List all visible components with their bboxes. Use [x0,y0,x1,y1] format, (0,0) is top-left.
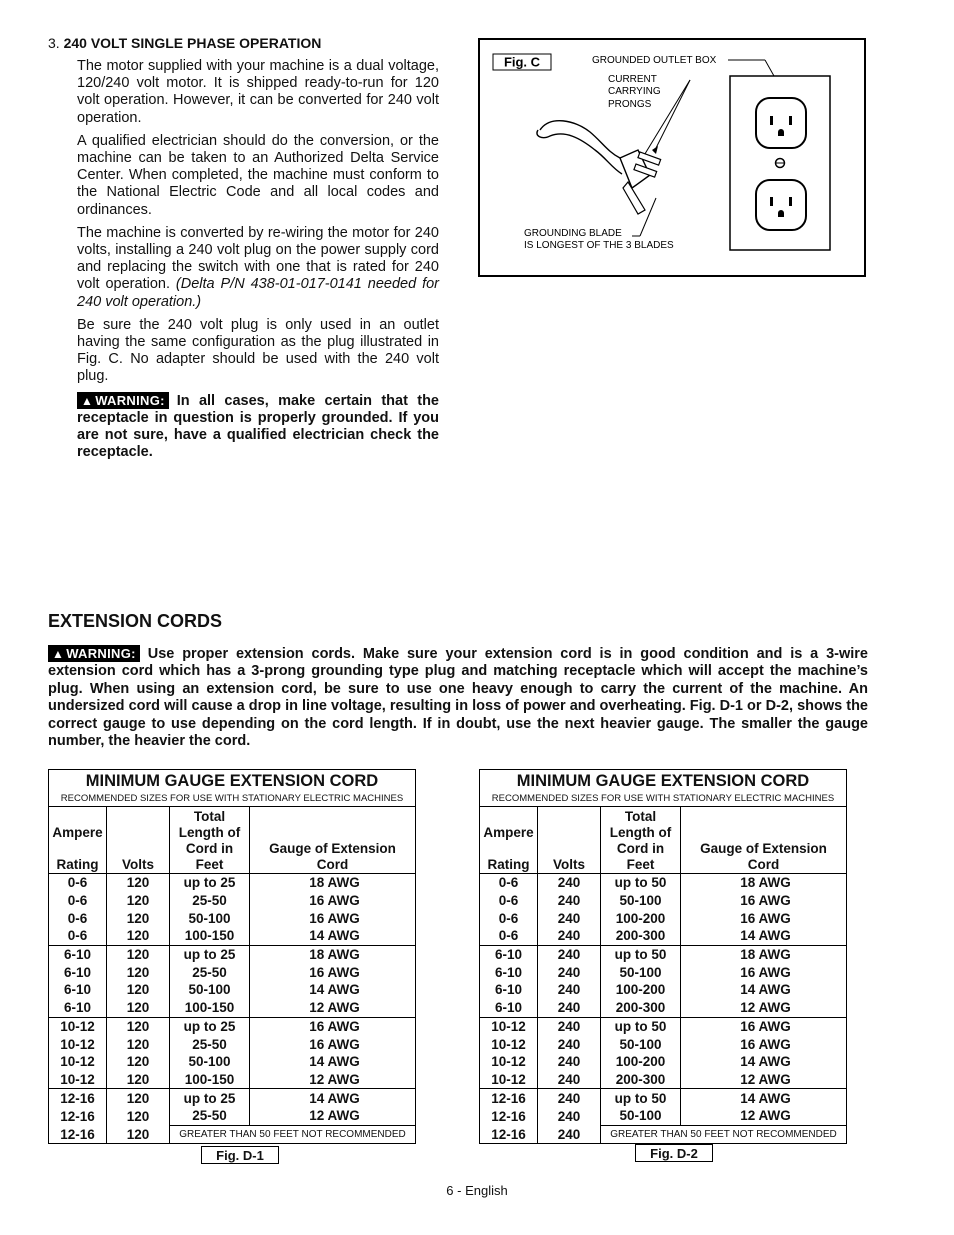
paragraph-3-main: The machine is converted by re-wiring the motor for 240 volts, installing a 240 volt plug on the power supply cord and replacing the switch with one that is rated for 240 volt operation. [77,224,439,293]
table-cell: 120 [107,981,170,999]
table-cell: 18 AWG [250,945,416,963]
table-title: MINIMUM GAUGE EXTENSION CORD [480,770,847,793]
warning-label: WARNING: [66,646,136,661]
table-cell: 240 [538,927,601,945]
table-cell: 50-100 [601,1035,681,1053]
col-header-volts: Volts [107,807,170,874]
table-row [480,981,847,999]
table-title: MINIMUM GAUGE EXTENSION CORD [49,770,416,793]
table-row [480,945,847,963]
table-cell: 200-300 [601,1071,681,1089]
table-cell: 14 AWG [681,981,847,999]
table-cell: 120 [107,927,170,945]
table-cell: 12 AWG [681,1071,847,1089]
plug-outlet-illustration [480,40,864,275]
warning-label: WARNING: [95,392,165,408]
label-grounding-2: IS LONGEST OF THE 3 BLADES [524,240,674,251]
table-cell: 10-12 [49,1071,107,1089]
table-cell: 12-16 [49,1089,107,1107]
table-cell: 120 [107,1089,170,1107]
gauge-table-240v [479,769,847,1144]
table-cell: up to 50 [601,1089,681,1107]
table-cell: 25-50 [170,963,250,981]
table-cell: 10-12 [480,1017,538,1035]
table-cell: 50-100 [601,892,681,910]
table-row [49,1053,416,1071]
table-cell: 120 [107,963,170,981]
warning-badge [77,392,169,409]
table-row [49,1017,416,1035]
table-cell: 10-12 [480,1035,538,1053]
table-cell: 16 AWG [250,892,416,910]
table-cell: 10-12 [480,1053,538,1071]
table-cell: 12 AWG [681,1107,847,1125]
table-cell: up to 25 [170,945,250,963]
table-cell: 12 AWG [250,1107,416,1125]
table-cell: 240 [538,963,601,981]
table-row [49,945,416,963]
warning-triangle-icon: ▲ [81,393,94,408]
table-cell: 16 AWG [250,1017,416,1035]
warning-badge [48,645,140,662]
table-subtitle: RECOMMENDED SIZES FOR USE WITH STATIONARY ELECTRIC MACHINES [49,792,416,807]
table-cell: 0-6 [49,874,107,892]
table-cell: 12-16 [480,1107,538,1125]
table-cell: 240 [538,1089,601,1107]
table-cell: 120 [107,874,170,892]
table-cell: 25-50 [170,1035,250,1053]
table-row [480,1089,847,1107]
table-cell: 14 AWG [250,981,416,999]
table-cell: 12 AWG [250,999,416,1017]
table-cell: 200-300 [601,927,681,945]
col-header-length: Total Length of Cord in Feet [601,807,681,874]
section-number: 3. [48,35,60,51]
table-cell: up to 25 [170,1017,250,1035]
table-cell: 120 [107,1125,170,1144]
table-cell: 16 AWG [250,963,416,981]
fig-d2-label: Fig. D-2 [635,1144,713,1162]
table-cell: 25-50 [170,1107,250,1125]
table-cell: 12 AWG [250,1071,416,1089]
table-cell: 240 [538,981,601,999]
table-cell: 12-16 [480,1125,538,1144]
table-cell: 6-10 [49,945,107,963]
table-cell: 100-150 [170,927,250,945]
table-cell: 0-6 [49,927,107,945]
table-cell: 14 AWG [250,1089,416,1107]
table-cell: 16 AWG [681,963,847,981]
table-cell: 10-12 [480,1071,538,1089]
table-row [49,1089,416,1107]
table-note: GREATER THAN 50 FEET NOT RECOMMENDED [601,1125,847,1144]
table-cell: 16 AWG [681,1035,847,1053]
warning-triangle-icon: ▲ [52,647,65,661]
table-cell: 240 [538,1107,601,1125]
table-cell: up to 25 [170,874,250,892]
extension-warning [48,645,868,750]
paragraph-3-part-number: (Delta P/N 438-01-017-0141 needed for 240 volt operation.) [77,276,439,310]
warning-text: In all cases, make certain that the receptacle in question is properly grounded. If you are not sure, have a qualified electrician check the receptacle. [77,392,439,461]
table-cell: 0-6 [480,927,538,945]
table-cell: 240 [538,874,601,892]
table-row [49,981,416,999]
table-subtitle: RECOMMENDED SIZES FOR USE WITH STATIONARY ELECTRIC MACHINES [480,792,847,807]
col-header-length: Total Length of Cord in Feet [170,807,250,874]
table-cell: 16 AWG [681,909,847,927]
col-header-volts: Volts [538,807,601,874]
warning-paragraph [77,392,439,462]
col-header-gauge: Gauge of Extension Cord [250,807,416,874]
table-row [480,1017,847,1035]
table-cell: 25-50 [170,892,250,910]
table-cell: 16 AWG [681,1017,847,1035]
table-cell: 16 AWG [681,892,847,910]
fig-d1-label: Fig. D-1 [201,1146,279,1164]
section3-body [77,58,439,461]
table-row [480,874,847,892]
table-cell: 6-10 [49,999,107,1017]
gauge-table-120v [48,769,416,1144]
table-cell: 18 AWG [681,874,847,892]
table-row [480,892,847,910]
table-row [480,1071,847,1089]
table-row [49,963,416,981]
table-cell: 50-100 [170,1053,250,1071]
table-cell: up to 25 [170,1089,250,1107]
table-row [49,1071,416,1089]
table-cell: 0-6 [480,874,538,892]
paragraph-4: Be sure the 240 volt plug is only used in an outlet having the same configuration as the plug illustrated in Fig. C. No adapter should be used with the 240 volt plug. [77,316,439,385]
label-current-3: PRONGS [608,99,652,110]
table-cell: 18 AWG [250,874,416,892]
figure-c [478,38,866,277]
table-cell: 12-16 [49,1107,107,1125]
paragraph-2: A qualified electrician should do the conversion, or the machine can be taken to an Authorized Delta Service Center. When completed, the machine must conform to the National Electric Code and all local codes and ordinances. [77,132,439,218]
table-cell: 120 [107,892,170,910]
table-row [49,909,416,927]
table-note: GREATER THAN 50 FEET NOT RECOMMENDED [170,1125,416,1144]
table-cell: 240 [538,1053,601,1071]
table-cell: 200-300 [601,999,681,1017]
table-cell: 50-100 [601,963,681,981]
table-cell: 14 AWG [681,927,847,945]
table-cell: 12-16 [49,1125,107,1144]
table-cell: 120 [107,945,170,963]
table-cell: 120 [107,909,170,927]
table-cell: 6-10 [480,999,538,1017]
table-cell: 10-12 [49,1017,107,1035]
table-cell: 6-10 [49,981,107,999]
table-row [480,1053,847,1071]
table-cell: 14 AWG [681,1089,847,1107]
table-cell: 120 [107,1107,170,1125]
table-cell: 10-12 [49,1035,107,1053]
table-cell: 100-150 [170,999,250,1017]
paragraph-1: The motor supplied with your machine is a dual voltage, 120/240 volt motor. It is shipped ready-to-run for 120 volt operation. However, it can be converted for 240 volt operation. [77,58,439,126]
table-row [480,1035,847,1053]
table-row [49,1107,416,1125]
table-cell: 120 [107,1017,170,1035]
table-cell: 6-10 [480,945,538,963]
table-cell: 50-100 [601,1107,681,1125]
table-cell: 12 AWG [681,999,847,1017]
table-cell: 12-16 [480,1089,538,1107]
label-current-2: CARRYING [608,86,661,97]
table-cell: 0-6 [49,909,107,927]
table-cell: 240 [538,1071,601,1089]
table-cell: 16 AWG [250,909,416,927]
table-row [480,927,847,945]
table-cell: 14 AWG [681,1053,847,1071]
table-row [480,1107,847,1125]
table-cell: 240 [538,892,601,910]
table-cell: 14 AWG [250,927,416,945]
table-cell: 0-6 [480,892,538,910]
table-cell: 240 [538,1035,601,1053]
table-row [480,909,847,927]
table-row [49,874,416,892]
table-row [49,892,416,910]
table-cell: 240 [538,999,601,1017]
label-grounding-1: GROUNDING BLADE [524,228,622,239]
col-header-ampere: Ampere Rating [480,807,538,874]
table-cell: 10-12 [49,1053,107,1071]
table-cell: up to 50 [601,1017,681,1035]
table-row [49,927,416,945]
table-cell: 120 [107,1035,170,1053]
table-cell: 6-10 [49,963,107,981]
warning-text: Use proper extension cords. Make sure your extension cord is in good condition and is a 3-wire extension cord which has a 3-prong grounding type plug and matching receptacle which will accept the machine’s plug. When using an extension cord, be sure to use one heavy enough to carry the current of the machine. An undersized cord will cause a drop in line voltage, resulting in loss of power and overheating. Fig. D-1 or D-2, shows the correct gauge to use depending on the cord length. If in doubt, use the next heavier gauge. The smaller the gauge number, the heavier the cord. [48,646,868,750]
table-row [49,1125,416,1144]
table-cell: 100-200 [601,981,681,999]
table-cell: 100-200 [601,1053,681,1071]
table-cell: 240 [538,945,601,963]
table-cell: 240 [538,909,601,927]
table-cell: 100-200 [601,909,681,927]
table-cell: 50-100 [170,909,250,927]
col-header-ampere: Ampere Rating [49,807,107,874]
table-cell: 240 [538,1017,601,1035]
table-cell: 240 [538,1125,601,1144]
receptacle-bottom [756,180,806,230]
section-title: 240 VOLT SINGLE PHASE OPERATION [63,35,322,51]
extension-cords-title: EXTENSION CORDS [48,611,223,631]
table-cell: 16 AWG [250,1035,416,1053]
table-cell: 120 [107,1053,170,1071]
table-cell: 100-150 [170,1071,250,1089]
receptacle-top [756,98,806,148]
table-cell: 6-10 [480,963,538,981]
table-row [480,999,847,1017]
table-cell: up to 50 [601,874,681,892]
table-row [49,1035,416,1053]
page-footer: 6 - English [446,1183,508,1198]
table-row [480,1125,847,1144]
table-row [480,963,847,981]
table-cell: 0-6 [49,892,107,910]
table-cell: 120 [107,1071,170,1089]
table-row [49,999,416,1017]
table-cell: 18 AWG [681,945,847,963]
fig-c-label: Fig. C [503,54,541,70]
label-current-1: CURRENT [608,74,657,85]
table-cell: 0-6 [480,909,538,927]
table-cell: 6-10 [480,981,538,999]
table-cell: up to 50 [601,945,681,963]
table-cell: 120 [107,999,170,1017]
label-grounded-outlet-box: GROUNDED OUTLET BOX [592,55,717,66]
section-heading [48,35,321,51]
table-cell: 14 AWG [250,1053,416,1071]
table-cell: 50-100 [170,981,250,999]
paragraph-3 [77,225,439,311]
col-header-gauge: Gauge of Extension Cord [681,807,847,874]
